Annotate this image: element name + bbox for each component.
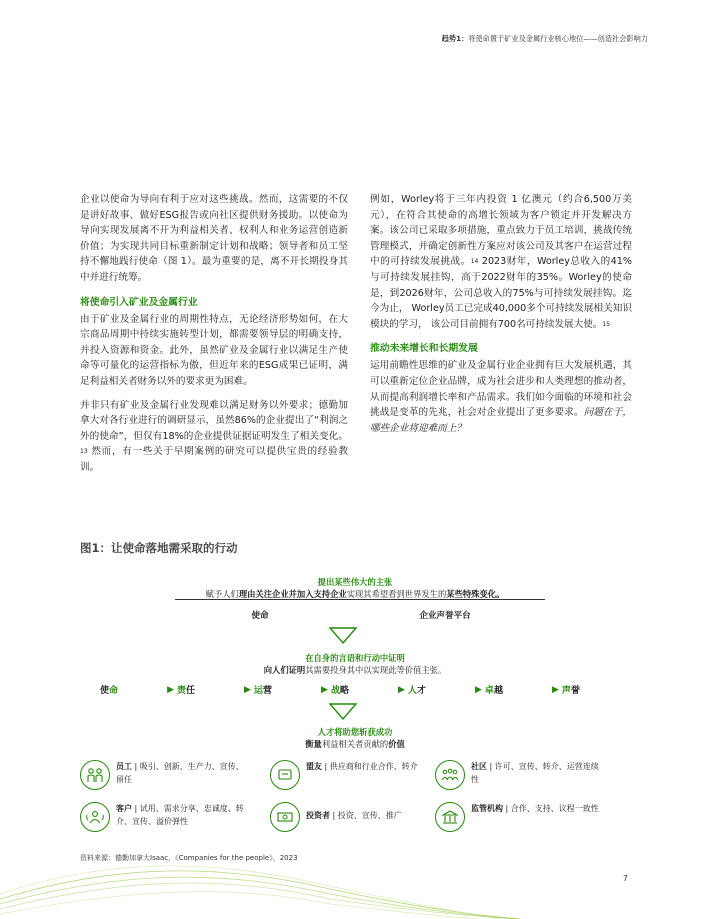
right-heading: 推动未来增长和长期发展 (370, 343, 478, 355)
step-responsibility: ▶ 责 任 (167, 684, 196, 696)
section-3-title: 人才将助您斩获成功 (317, 727, 393, 737)
right-paragraph-2: 运用前瞻性思维的矿业及金属行业企业拥有巨大发展机遇，其可以重新定位企业品牌，成为社会进步和人类理想的推动者，从而提高利润增长率和产品需求。我们如今面临的环境和社会挑战是变革的先兆，社会对企业提出了更多要求。问题在于，哪些企业将迎难而上？ (370, 360, 633, 434)
source-note: 资料来源：德勤加拿大Isaac，《Companies for the people》，2023 (80, 854, 298, 862)
italic-question: 问题在于，哪些企业将迎难而上？ (370, 407, 633, 434)
customer-icon (80, 802, 110, 832)
footnote-14: 14 (470, 258, 479, 266)
step-strategy: ▶ 战 略 (321, 684, 349, 696)
left-column (80, 192, 348, 484)
people-icon (80, 760, 110, 790)
money-icon (270, 802, 300, 832)
handshake-icon (270, 760, 300, 790)
left-paragraph-2: 由于矿业及金属行业的周期性特点，无论经济形势如何，在大宗商品周期中持续实施转型计划，都需要领导层的明确支持，并投入资源和资金。此外，虽然矿业及金属行业以满足生产使命等可量化的运营指标为傲，但近年来的ESG成果已证明，满足利益相关者财务以外的要求更为困难。 (80, 313, 348, 387)
arrow-right-icon: ▶ (475, 684, 482, 695)
stakeholder-investors: 投资者 | 投资、宣传、推广 (270, 802, 430, 832)
page-number: 7 (623, 874, 628, 883)
section-1-desc: 赋予人们理由关注企业并加入支持企业实现其希望看到世界发生的某些特殊变化。 (205, 589, 505, 599)
step-operations: ▶ 运 营 (244, 684, 272, 696)
left-paragraph-3: 并非只有矿业及金属行业发现难以满足财务以外要求；德勤加拿大对各行业进行的调研显示，虽然86%的企业提出了“利润之外的使命”，但仅有18%的企业提供证据证明发生了相关变化。$^{13}$ 然而，有一些关于早期案例的研究可以提供宝贵的经验教训。 (80, 399, 348, 473)
stakeholder-community: 社区 | 许可、宣传、转介、运营连续性 (435, 760, 605, 790)
right-column (370, 192, 632, 444)
figure-title: 图1：让使命落地需采取的行动 (80, 541, 238, 555)
community-icon (435, 760, 465, 790)
step-excellence: ▶ 卓 越 (475, 684, 503, 696)
down-triangle-icon-2 (329, 703, 357, 720)
section-3 (80, 726, 630, 750)
down-triangle-icon-1 (329, 627, 357, 644)
step-mission: 使 命 (100, 686, 119, 696)
section-1 (80, 576, 630, 600)
arrow-right-icon: ▶ (321, 684, 328, 695)
stakeholder-regulators: 监管机构 | 合作、支持、议程一致性 (435, 802, 605, 832)
reputation-platform-label: 企业声誉平台 (419, 611, 471, 621)
section-3-desc: 衡量利益相关者贡献的价值 (305, 739, 405, 749)
section-2-desc: 向人们证明其需要投身其中以实现此等价值主张。 (263, 665, 447, 675)
arrow-right-icon: ▶ (244, 684, 251, 695)
step-reputation: ▶ 声 誉 (551, 684, 580, 696)
arrow-right-icon: ▶ (398, 684, 405, 695)
left-heading: 将使命引入矿业及金属行业 (80, 296, 198, 308)
footnote-13: 13 (80, 448, 88, 456)
decorative-wave (0, 849, 710, 919)
mission-label: 使命 (251, 611, 269, 621)
action-steps (100, 683, 580, 696)
stakeholder-allies: 盟友 | 供应商和行业合作、转介 (270, 760, 420, 790)
section-2 (80, 652, 630, 676)
header-text: 将使命置于矿业及金属行业核心地位——创造社会影响力 (468, 34, 648, 43)
step-talent: ▶ 人 才 (398, 684, 426, 696)
arrow-right-icon: ▶ (167, 684, 174, 695)
left-paragraph-1: 企业以使命为导向有利于应对这些挑战。然而，这需要的不仅是讲好故事、做好ESG报告或向社区提供财务援助。以使命为导向实现发展离不开为利益相关者、权利人和业务运营创造新价值；为实现共同目标重新制定计划和战略；领导者和员工坚持不懈地践行使命（图 1）。最为重要的是，离不开长期投身其中并进行统筹。 (80, 194, 348, 283)
running-header (442, 34, 648, 44)
building-icon (435, 802, 465, 832)
arrow-right-icon: ▶ (551, 684, 559, 695)
section-2-title: 在自身的言语和行动中证明 (305, 653, 405, 663)
header-bold: 趋势1： (441, 34, 469, 43)
stakeholder-customers: 客户 | 试用、需求分享、忠诚度、转介、宣传、溢价弹性 (80, 802, 255, 832)
divider-1 (175, 599, 545, 600)
stakeholder-employees: 员工 | 吸引、创新、生产力、宣传、留任 (80, 760, 250, 790)
right-paragraph-1: 例如，Worley将于三年内投资 1 亿澳元（约合6,500万美元），在符合其使命的高增长领域为客户锁定并开发解决方案。该公司已采取多项措施，重点致力于员工培训，挑战传统管理模式，并确定创新性方案应对该公司及其客户在运营过程中的可持续发展挑战。$^{14}$ 2023财年，Worley总收入的41%与可持续发展挂钩，高于2022财年的35%。Worley的使命是，到2026财年，公司总收入的75%与可持续发展挂钩。迄今为止， Worley员工已完成40,000多个可持续发展相关知识模块的学习， 该公司目前拥有700名可持续发展大使。$^{15}$ (370, 194, 632, 330)
section-1-title: 提出某些伟大的主张 (317, 577, 393, 587)
footnote-15: 15 (602, 320, 611, 328)
